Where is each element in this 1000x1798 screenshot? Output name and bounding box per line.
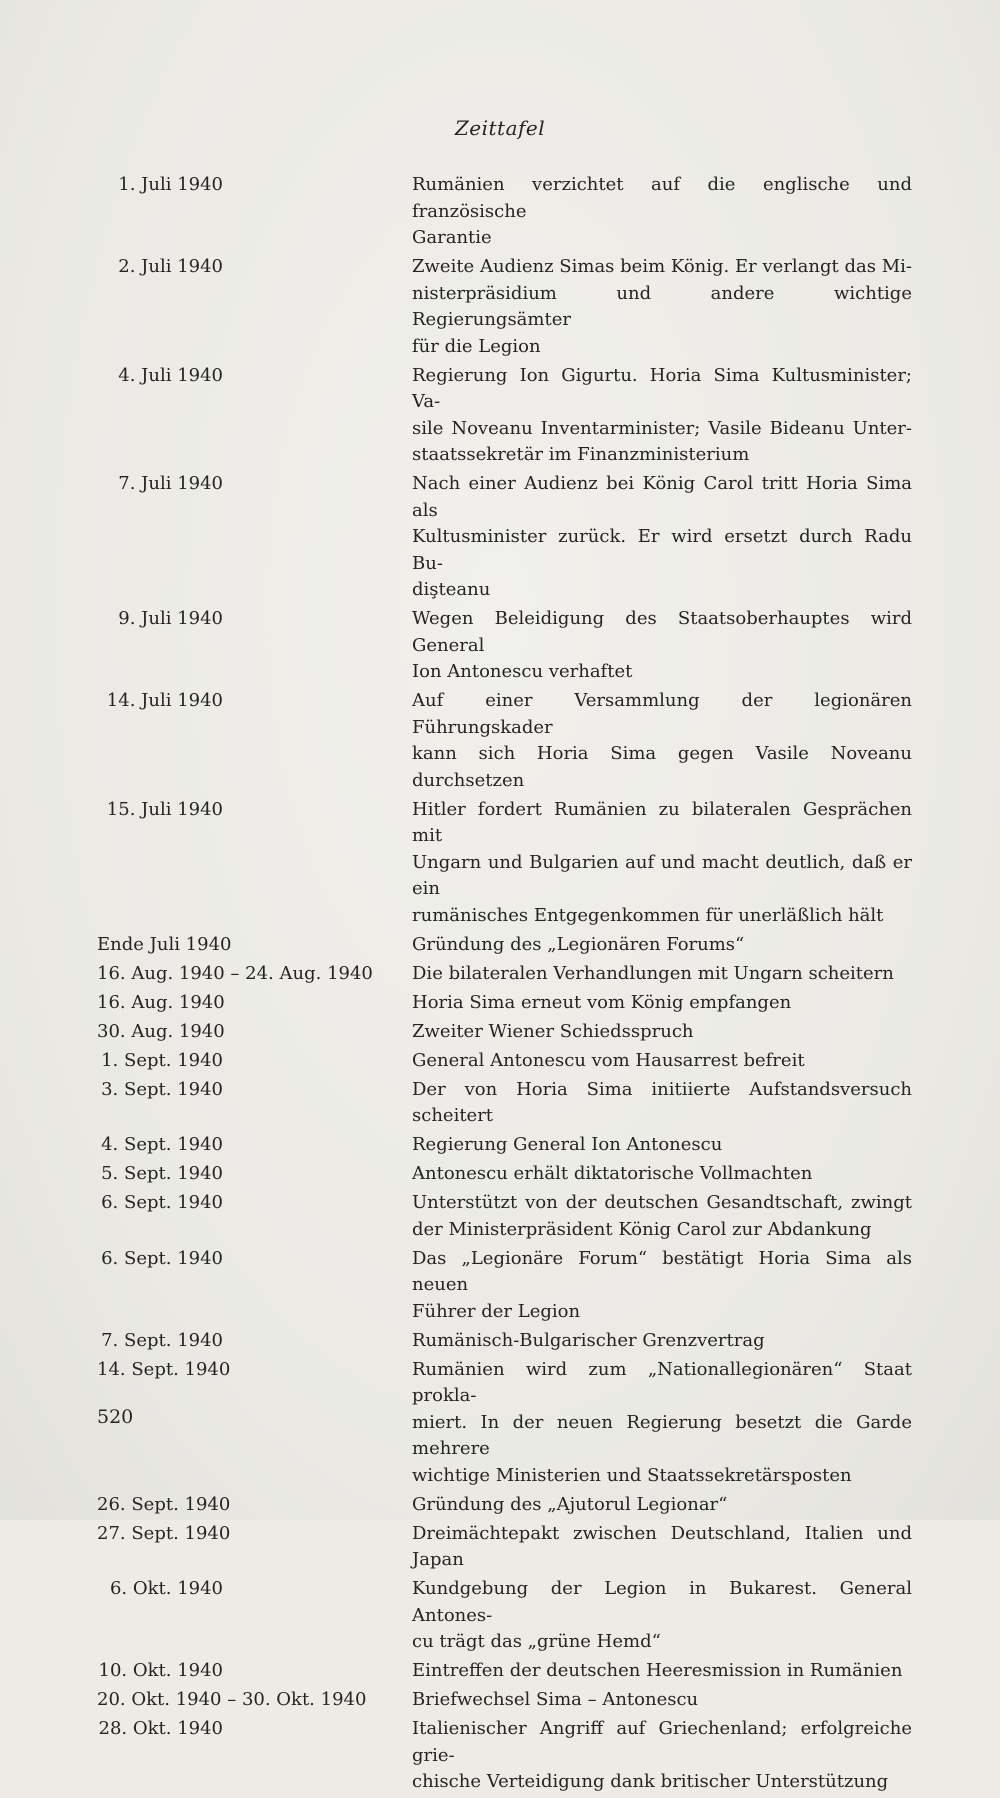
timeline-entry [97, 688, 917, 794]
timeline-entry [97, 1716, 917, 1796]
entry-date: 1. Juli 1940 [118, 174, 223, 195]
entry-date: 10. Okt. 1940 [98, 1660, 223, 1681]
event-line: für die Legion [412, 335, 541, 357]
event-line: Briefwechsel Sima – Antonescu [412, 1689, 699, 1710]
timeline-entry [97, 1576, 917, 1656]
entry-event [412, 990, 912, 1017]
page-number: 520 [97, 1406, 134, 1428]
entry-date: Ende Juli 1940 [97, 933, 232, 955]
timeline-entry [97, 1687, 917, 1714]
event-line: Die bilateralen Verhandlungen mit Ungarn scheitern [412, 962, 894, 984]
entry-date: 20. Okt. 1940 – 30. Okt. 1940 [97, 1689, 367, 1710]
entry-event [412, 1492, 912, 1519]
event-line: Ion Antonescu verhaftet [412, 661, 633, 682]
entry-event [412, 1328, 912, 1355]
event-line: Kundgebung der Legion in Bukarest. General Antones- [412, 1578, 912, 1626]
event-line: Horia Sima erneut vom König empfangen [412, 991, 792, 1013]
event-line: General Antonescu vom Hausarrest befreit [412, 1049, 805, 1071]
event-line: Zweite Audienz Simas beim König. Er verlangt das Mi- [412, 256, 912, 277]
timeline-entry [97, 1658, 917, 1685]
timeline-entry [97, 172, 917, 252]
chronology-table [97, 172, 917, 1798]
timeline-entry [97, 254, 917, 360]
timeline-entry [97, 1246, 917, 1326]
entry-date: 6. Sept. 1940 [101, 1192, 223, 1213]
event-line: Regierung Ion Gigurtu. Horia Sima Kultusminister; Va- [412, 364, 912, 412]
timeline-entry [97, 1357, 917, 1490]
event-line: wichtige Ministerien und Staatssekretärsposten [412, 1464, 852, 1486]
entry-date: 16. Aug. 1940 [97, 991, 225, 1013]
entry-event [412, 471, 912, 604]
entry-event [412, 1521, 912, 1574]
entry-date: 4. Sept. 1940 [101, 1134, 223, 1155]
entry-event [412, 1019, 912, 1046]
timeline-entry [97, 797, 917, 930]
event-line: Gründung des „Ajutorul Legionar“ [412, 1493, 728, 1515]
entry-event [412, 1357, 912, 1490]
entry-date: 9. Juli 1940 [118, 608, 223, 629]
entry-date: 27. Sept. 1940 [97, 1522, 231, 1544]
entry-event [412, 1658, 912, 1685]
entry-date: 14. Juli 1940 [106, 690, 223, 711]
timeline-entry [97, 1048, 917, 1075]
timeline-entry [97, 961, 917, 988]
entry-date: 16. Aug. 1940 – 24. Aug. 1940 [97, 962, 373, 984]
event-line: Unterstützt von der deutschen Gesandtschaft, zwingt [412, 1192, 912, 1213]
entry-event [412, 1190, 912, 1243]
event-line: dişteanu [412, 579, 491, 600]
entry-date: 6. Okt. 1940 [109, 1578, 223, 1599]
event-line: chische Verteidigung dank britischer Unterstützung [412, 1771, 889, 1792]
event-line: staatssekretär im Finanzministerium [412, 444, 750, 465]
entry-date: 14. Sept. 1940 [97, 1358, 231, 1380]
entry-event [412, 172, 912, 252]
event-line: Antonescu erhält diktatorische Vollmachten [412, 1163, 813, 1184]
event-line: Regierung General Ion Antonescu [412, 1134, 723, 1155]
entry-date: 7. Sept. 1940 [101, 1329, 223, 1351]
event-line: Japan [412, 1549, 464, 1570]
running-header: Zeittafel [454, 116, 546, 140]
event-line: cu trägt das „grüne Hemd“ [412, 1631, 661, 1652]
event-line: Kultusminister zurück. Er wird ersetzt durch Radu Bu- [412, 526, 912, 574]
entry-event [412, 606, 912, 686]
event-line: Ungarn und Bulgarien auf und macht deutlich, daß er ein [412, 851, 912, 899]
entry-date: 30. Aug. 1940 [97, 1020, 225, 1042]
entry-event [412, 1687, 912, 1714]
entry-event [412, 1048, 912, 1075]
entry-date: 6. Sept. 1940 [101, 1247, 223, 1269]
event-line: Italienischer Angriff auf Griechenland; erfolgreiche grie- [412, 1718, 912, 1766]
timeline-entry [97, 1328, 917, 1355]
event-line: Eintreffen der deutschen Heeresmission in Rumänien [412, 1660, 903, 1681]
entry-date: 4. Juli 1940 [118, 364, 223, 386]
entry-event [412, 961, 912, 988]
event-line: Das „Legionäre Forum“ bestätigt Horia Sima als neuen [412, 1247, 912, 1295]
event-line: Zweiter Wiener Schiedsspruch [412, 1020, 694, 1042]
timeline-entry [97, 990, 917, 1017]
event-line: Gründung des „Legionären Forums“ [412, 933, 745, 955]
entry-event [412, 932, 912, 959]
timeline-entry [97, 932, 917, 959]
event-line: der Ministerpräsident König Carol zur Abdankung [412, 1218, 872, 1240]
entry-event [412, 1077, 912, 1130]
event-line: nisterpräsidium und andere wichtige Regierungsämter [412, 282, 912, 330]
event-line: Garantie [412, 227, 492, 248]
entry-event [412, 363, 912, 469]
timeline-entry [97, 471, 917, 604]
entry-date: 28. Okt. 1940 [98, 1718, 223, 1739]
entry-date: 1. Sept. 1940 [101, 1049, 223, 1071]
event-line: Dreimächtepakt zwischen Deutschland, Italien und [412, 1522, 912, 1544]
timeline-entry [97, 1492, 917, 1519]
entry-event [412, 1246, 912, 1326]
entry-date: 2. Juli 1940 [118, 256, 223, 277]
event-line: Der von Horia Sima initiierte Aufstandsversuch scheitert [412, 1078, 912, 1126]
entry-date: 5. Sept. 1940 [101, 1163, 223, 1184]
event-line: Rumänien wird zum „Nationallegionären“ Staat prokla- [412, 1358, 912, 1406]
entry-date: 3. Sept. 1940 [101, 1078, 223, 1100]
event-line: Wegen Beleidigung des Staatsoberhauptes wird General [412, 608, 912, 656]
event-line: kann sich Horia Sima gegen Vasile Noveanu durchsetzen [412, 743, 912, 791]
event-line: Hitler fordert Rumänien zu bilateralen Gesprächen mit [412, 798, 912, 846]
entry-event [412, 688, 912, 794]
entry-date: 7. Juli 1940 [118, 473, 223, 494]
entry-date: 15. Juli 1940 [106, 798, 223, 820]
event-line: Rumänisch-Bulgarischer Grenzvertrag [412, 1329, 765, 1351]
event-line: Auf einer Versammlung der legionären Führungskader [412, 690, 912, 738]
timeline-entry [97, 363, 917, 469]
timeline-entry [97, 606, 917, 686]
entry-event [412, 1576, 912, 1656]
event-line: rumänisches Entgegenkommen für unerläßlich hält [412, 904, 884, 926]
entry-event [412, 1716, 912, 1796]
entry-event [412, 797, 912, 930]
timeline-entry [97, 1077, 917, 1130]
timeline-entry [97, 1132, 917, 1159]
event-line: Nach einer Audienz bei König Carol tritt Horia Sima als [412, 473, 912, 521]
event-line: Rumänien verzichtet auf die englische und französische [412, 174, 912, 222]
timeline-entry [97, 1190, 917, 1243]
event-line: Führer der Legion [412, 1300, 581, 1322]
entry-event [412, 254, 912, 360]
event-line: sile Noveanu Inventarminister; Vasile Bideanu Unter- [412, 417, 912, 439]
entry-date: 26. Sept. 1940 [97, 1493, 231, 1515]
timeline-entry [97, 1019, 917, 1046]
event-line: miert. In der neuen Regierung besetzt die Garde mehrere [412, 1411, 912, 1459]
entry-event [412, 1132, 912, 1159]
timeline-entry [97, 1161, 917, 1188]
timeline-entry [97, 1521, 917, 1574]
entry-event [412, 1161, 912, 1188]
